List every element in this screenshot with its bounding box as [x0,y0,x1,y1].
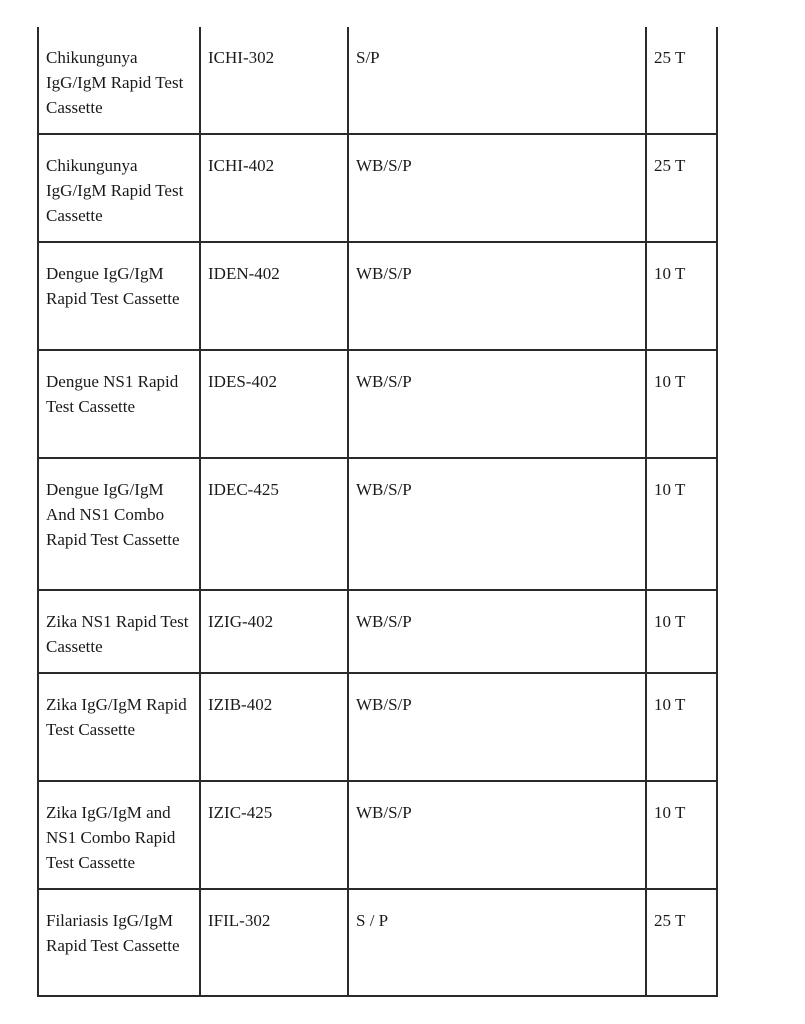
specimen-cell: S / P [347,890,645,995]
product-code-cell: ICHI-302 [199,27,347,133]
specimen-cell: S/P [347,27,645,133]
pack-size-cell: 10 T [645,459,716,589]
product-name-cell: Dengue IgG/IgM And NS1 Combo Rapid Test Cassette [46,480,180,549]
table-row [39,133,716,241]
specimen-cell: WB/S/P [347,591,645,672]
table-row [39,241,716,349]
pack-size-cell: 25 T [645,890,716,995]
product-name-cell: Zika IgG/IgM Rapid Test Cassette [46,695,187,739]
product-code-cell: IZIG-402 [199,591,347,672]
pack-size-cell: 10 T [645,591,716,672]
table-row [39,27,716,133]
product-name-cell: Chikungunya IgG/IgM Rapid Test Cassette [46,48,184,117]
table-row [39,888,716,995]
specimen-cell: WB/S/P [347,351,645,457]
pack-size-cell: 25 T [645,27,716,133]
product-name-cell: Zika NS1 Rapid Test Cassette [46,612,189,656]
table-row [39,349,716,457]
table-row [39,589,716,672]
specimen-cell: WB/S/P [347,782,645,888]
product-code-cell: IZIC-425 [199,782,347,888]
pack-size-cell: 10 T [645,243,716,349]
product-name-cell: Zika IgG/IgM and NS1 Combo Rapid Test Cassette [46,803,176,872]
specimen-cell: WB/S/P [347,459,645,589]
specimen-cell: WB/S/P [347,135,645,241]
product-code-cell: ICHI-402 [199,135,347,241]
table-row [39,780,716,888]
table-row [39,672,716,780]
pack-size-cell: 10 T [645,782,716,888]
pack-size-cell: 10 T [645,674,716,780]
product-code-cell: IDEN-402 [199,243,347,349]
product-name-cell: Filariasis IgG/IgM Rapid Test Cassette [46,911,180,955]
product-name-cell: Chikungunya IgG/IgM Rapid Test Cassette [46,156,184,225]
product-code-cell: IDES-402 [199,351,347,457]
product-name-cell: Dengue NS1 Rapid Test Cassette [46,372,179,416]
table-row [39,457,716,589]
product-code-cell: IDEC-425 [199,459,347,589]
product-code-cell: IZIB-402 [199,674,347,780]
specimen-cell: WB/S/P [347,243,645,349]
pack-size-cell: 25 T [645,135,716,241]
product-table [37,27,718,997]
pack-size-cell: 10 T [645,351,716,457]
product-code-cell: IFIL-302 [199,890,347,995]
product-name-cell: Dengue IgG/IgM Rapid Test Cassette [46,264,180,308]
specimen-cell: WB/S/P [347,674,645,780]
